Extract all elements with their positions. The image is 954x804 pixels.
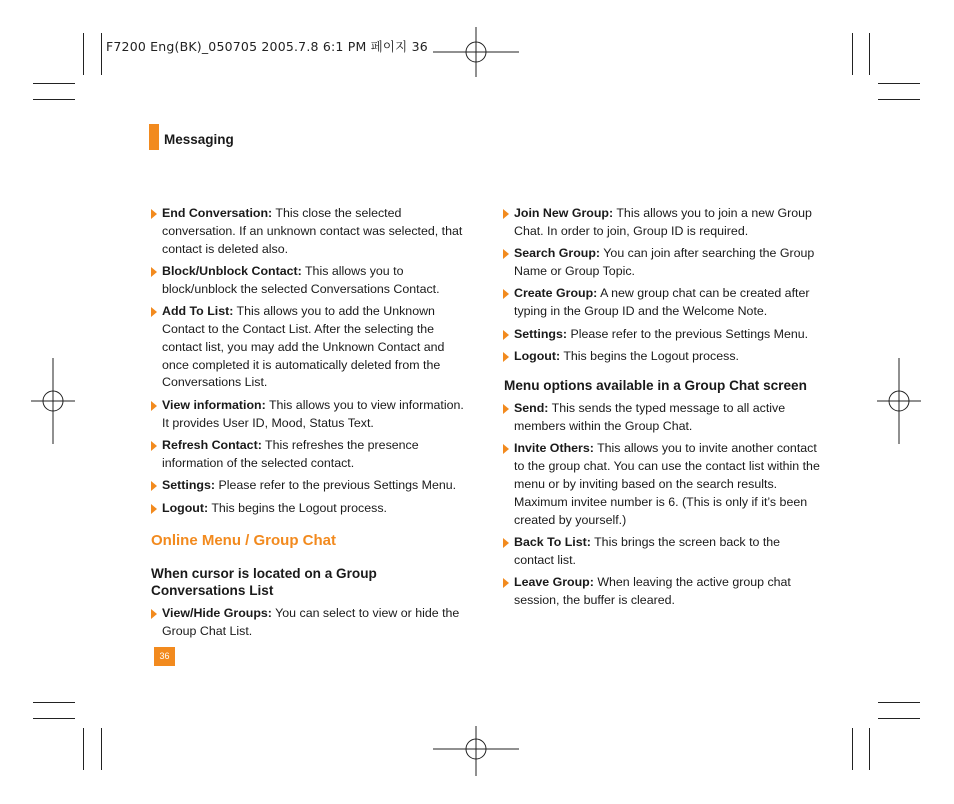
list-item: End Conversation: This close the selected conversation. If an unknown contact was selected, that contact is deleted also. (150, 205, 466, 258)
subheading: Menu options available in a Group Chat screen (504, 377, 807, 393)
subheading: When cursor is located on a Group Conversations List (151, 566, 377, 598)
section-header-title: Messaging (164, 132, 234, 147)
section-header-bar (149, 124, 159, 150)
list-item: Invite Others: This allows you to invite another contact to the group chat. You can use the contact list within the menu or by inviting based on the search results. Maximum invitee number is 6. (This is only if it’s been created by yourself.) (502, 440, 820, 529)
list-item: Create Group: A new group chat can be created after typing in the Group ID and the Welcome Note. (502, 285, 820, 321)
list-item: Add To List: This allows you to add the Unknown Contact to the Contact List. After the selecting the contact list, you may add the Unknown Contact and once completed it is automatically deleted from the Conversations List. (150, 303, 466, 392)
bullet-arrow-icon (151, 481, 157, 491)
list-item: Join New Group: This allows you to join a new Group Chat. In order to join, Group ID is required. (502, 205, 820, 241)
bullet-arrow-icon (503, 444, 509, 454)
page-number: 36 (154, 647, 175, 666)
list-item: Settings: Please refer to the previous Settings Menu. (150, 477, 466, 495)
left-column (150, 205, 466, 645)
list-item: Leave Group: When leaving the active group chat session, the buffer is cleared. (502, 574, 820, 610)
list-item: View information: This allows you to view information. It provides User ID, Mood, Status Text. (150, 397, 466, 433)
list-item: View/Hide Groups: You can select to view or hide the Group Chat List. (150, 605, 466, 641)
bullet-arrow-icon (503, 578, 509, 588)
bullet-arrow-icon (151, 441, 157, 451)
right-column (502, 205, 820, 614)
registration-mark-right (877, 358, 921, 444)
bullet-arrow-icon (151, 307, 157, 317)
bullet-arrow-icon (503, 538, 509, 548)
left-items-bottom (150, 605, 466, 641)
bullet-arrow-icon (151, 609, 157, 619)
list-item: Back To List: This brings the screen back to the contact list. (502, 534, 820, 570)
left-items-top (150, 205, 466, 517)
bullet-arrow-icon (151, 401, 157, 411)
right-items-top (502, 205, 820, 366)
list-item: Block/Unblock Contact: This allows you to block/unblock the selected Conversations Contact. (150, 263, 466, 299)
list-item: Logout: This begins the Logout process. (502, 348, 820, 366)
bullet-arrow-icon (151, 504, 157, 514)
bullet-arrow-icon (151, 267, 157, 277)
bullet-arrow-icon (503, 352, 509, 362)
list-item: Settings: Please refer to the previous Settings Menu. (502, 326, 820, 344)
list-item: Logout: This begins the Logout process. (150, 500, 466, 518)
registration-mark-bottom (433, 726, 519, 776)
printer-slug: F7200 Eng(BK)_050705 2005.7.8 6:1 PM 페이지 36 (106, 39, 428, 54)
bullet-arrow-icon (503, 249, 509, 259)
list-item: Search Group: You can join after searching the Group Name or Group Topic. (502, 245, 820, 281)
registration-mark-top (433, 27, 519, 77)
registration-mark-left (31, 358, 75, 444)
bullet-arrow-icon (503, 330, 509, 340)
list-item: Refresh Contact: This refreshes the presence information of the selected contact. (150, 437, 466, 473)
list-item: Send: This sends the typed message to all active members within the Group Chat. (502, 400, 820, 436)
section-title: Online Menu / Group Chat (151, 532, 336, 550)
bullet-arrow-icon (503, 289, 509, 299)
bullet-arrow-icon (503, 404, 509, 414)
right-items-bottom (502, 400, 820, 610)
bullet-arrow-icon (503, 209, 509, 219)
bullet-arrow-icon (151, 209, 157, 219)
